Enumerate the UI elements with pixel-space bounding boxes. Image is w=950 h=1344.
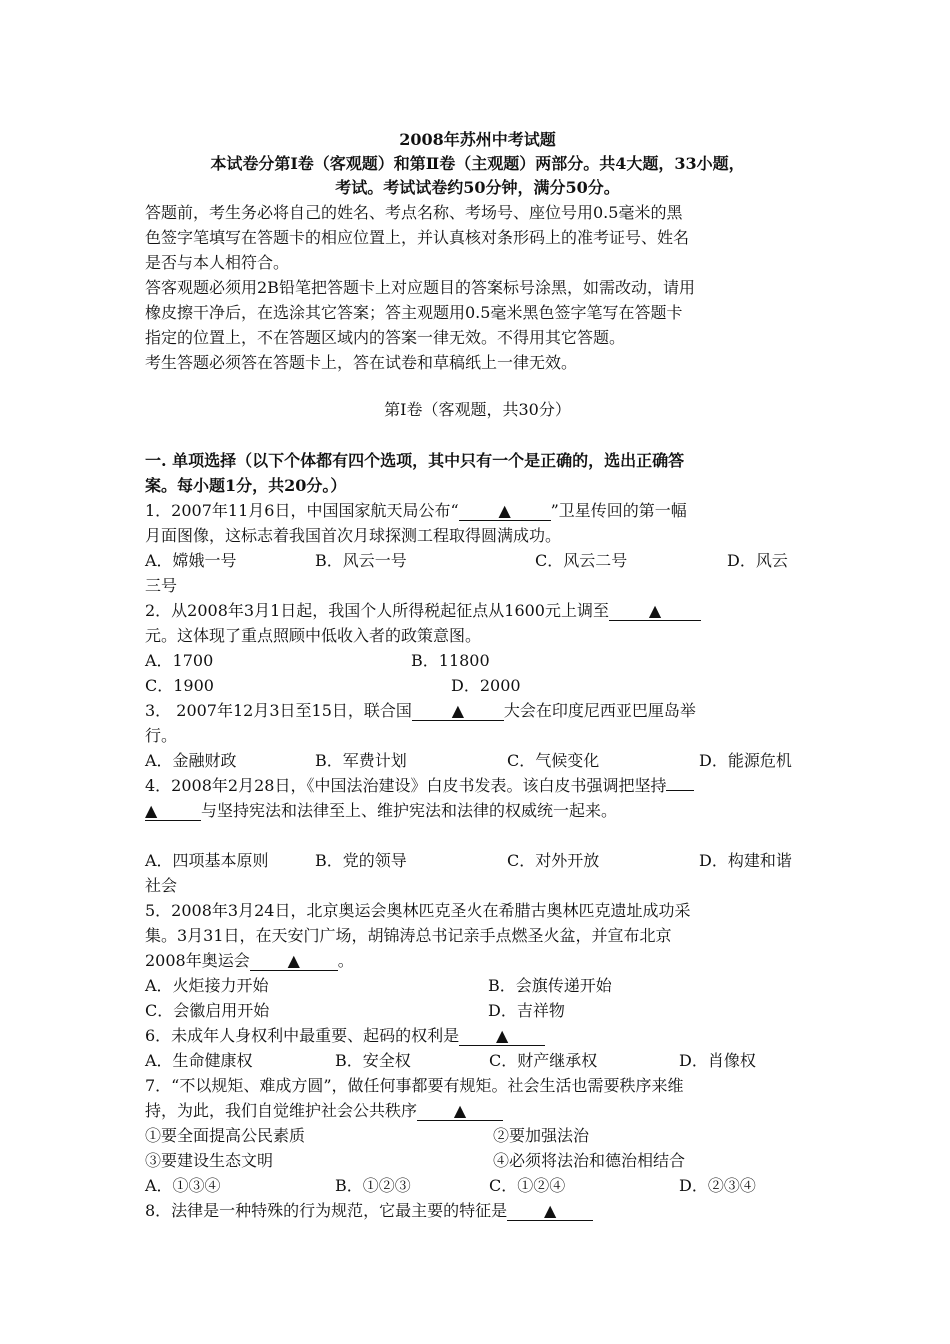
options-row	[145, 748, 810, 773]
question-text: 4．2008年2月28日，《中国法治建设》白皮书发表。该白皮书强调把坚持	[145, 776, 667, 795]
instruction-line: 指定的位置上，不在答题区域内的答案一律无效。不得用其它答题。	[145, 328, 626, 347]
question-text: 行。	[145, 726, 178, 745]
question-text: 持，为此，我们自觉维护社会公共秩序	[145, 1101, 418, 1120]
question-text: 2008年奥运会	[145, 951, 250, 970]
question-text: 月面图像，这标志着我国首次月球探测工程取得圆满成功。	[145, 526, 562, 545]
option-d-continued: 三号	[145, 576, 178, 595]
statement-item: ③要建设生态文明	[145, 1151, 274, 1170]
answer-blank: ▲	[459, 1027, 545, 1046]
answer-blank: ▲	[459, 502, 551, 521]
spacer	[145, 823, 810, 848]
option-b: B．会旗传递开始	[488, 976, 612, 995]
question-8	[145, 1198, 810, 1223]
answer-blank-part	[666, 790, 694, 791]
question-text: 集。3月31日，在天安门广场，胡锦涛总书记亲手点燃圣火盆，并宣布北京	[145, 926, 672, 945]
answer-blank: ▲	[412, 702, 504, 721]
option-c: C．会徽启用开始	[145, 1001, 270, 1020]
option-d: D．风云	[727, 551, 788, 570]
option-b: B．军费计划	[315, 751, 407, 770]
option-b: B．党的领导	[315, 851, 407, 870]
options-row	[145, 648, 810, 673]
question-text: 7．“不以规矩、难成方圆”，做任何事都要有规矩。社会生活也需要秩序来维	[145, 1076, 684, 1095]
options-row	[145, 848, 810, 873]
question-text: 2．从2008年3月1日起，我国个人所得税起征点从1600元上调至	[145, 601, 609, 620]
exam-page	[145, 128, 810, 1223]
question-5	[145, 898, 810, 1023]
option-a: A．火炬接力开始	[145, 976, 269, 995]
option-d-continued: 社会	[145, 876, 178, 895]
section-title: 第Ⅰ卷（客观题，共30分）	[384, 400, 571, 419]
option-d: D．吉祥物	[488, 1001, 565, 1020]
option-a: A．生命健康权	[145, 1051, 253, 1070]
instruction-line: 是否与本人相符合。	[145, 253, 290, 272]
question-text: 。	[337, 951, 354, 970]
option-c: C．气候变化	[507, 751, 600, 770]
instruction-line: 答题前，考生务必将自己的姓名、考点名称、考场号、座位号用0.5毫米的黑	[145, 203, 683, 222]
statement-item: ①要全面提高公民素质	[145, 1126, 306, 1145]
question-7	[145, 1073, 810, 1198]
option-c: C．1900	[145, 676, 214, 695]
answer-blank: ▲	[145, 802, 201, 821]
instruction-line: 考生答题必须答在答题卡上，答在试卷和草稿纸上一律无效。	[145, 353, 578, 372]
question-3	[145, 698, 810, 773]
question-4	[145, 773, 810, 898]
options-row	[145, 1173, 810, 1198]
option-d: D．肖像权	[679, 1051, 756, 1070]
option-c: C．①②④	[489, 1176, 566, 1195]
options-row	[145, 548, 810, 573]
option-b: B．11800	[411, 651, 490, 670]
statement-item: ②要加强法治	[493, 1126, 590, 1145]
subtitle-line: 本试卷分第Ⅰ卷（客观题）和第Ⅱ卷（主观题）两部分。共4大题，33小题，	[210, 154, 745, 173]
option-c: C．风云二号	[535, 551, 628, 570]
instruction-line: 色签字笔填写在答题卡的相应位置上，并认真核对条形码上的准考证号、姓名	[145, 228, 690, 247]
option-b: B．风云一号	[315, 551, 407, 570]
options-row	[145, 1048, 810, 1073]
part-heading: 案。每小题1分，共20分。）	[145, 476, 347, 495]
answer-blank: ▲	[250, 952, 338, 971]
answer-blank: ▲	[507, 1202, 593, 1221]
question-text: 6．未成年人身权利中最重要、起码的权利是	[145, 1026, 460, 1045]
instruction-line: 答客观题必须用2B铅笔把答题卡上对应题目的答案标号涂黑，如需改动，请用	[145, 278, 695, 297]
statement-item: ④必须将法治和德治相结合	[493, 1151, 686, 1170]
question-text: 元。这体现了重点照顾中低收入者的政策意图。	[145, 626, 482, 645]
option-d: D．②③④	[679, 1176, 756, 1195]
option-d: D．能源危机	[699, 751, 792, 770]
question-6	[145, 1023, 810, 1073]
question-text: 大会在印度尼西亚巴厘岛举	[503, 701, 696, 720]
option-b: B．安全权	[335, 1051, 411, 1070]
option-a: A．1700	[145, 651, 214, 670]
option-a: A．金融财政	[145, 751, 237, 770]
option-c: C．对外开放	[507, 851, 600, 870]
statements-row	[145, 1148, 810, 1173]
option-d: D．2000	[451, 676, 521, 695]
options-row	[145, 673, 810, 698]
answer-blank: ▲	[609, 602, 701, 621]
instructions	[145, 200, 810, 375]
part-heading: 一. 单项选择（以下个体都有四个选项，其中只有一个是正确的，选出正确答	[145, 451, 685, 470]
instruction-line: 橡皮擦干净后，在选涂其它答案；答主观题用0.5毫米黑色签字笔写在答题卡	[145, 303, 683, 322]
option-c: C．财产继承权	[489, 1051, 598, 1070]
question-text: 5．2008年3月24日，北京奥运会奥林匹克圣火在希腊古奥林匹克遗址成功采	[145, 901, 691, 920]
question-text: 8．法律是一种特殊的行为规范，它最主要的特征是	[145, 1201, 508, 1220]
option-b: B．①②③	[335, 1176, 411, 1195]
question-text: 与坚持宪法和法律至上、维护宪法和法律的权威统一起来。	[201, 801, 618, 820]
statements-row	[145, 1123, 810, 1148]
subtitle-line: 考试。考试试卷约50分钟，满分50分。	[335, 178, 620, 197]
option-d: D．构建和谐	[699, 851, 792, 870]
question-2	[145, 598, 810, 698]
options-row	[145, 973, 810, 998]
question-1	[145, 498, 810, 598]
options-row	[145, 998, 810, 1023]
answer-blank: ▲	[417, 1102, 503, 1121]
question-text: 3． 2007年12月3日至15日，联合国	[145, 701, 412, 720]
option-a: A．①③④	[145, 1176, 221, 1195]
option-a: A．四项基本原则	[145, 851, 269, 870]
question-text: ”卫星传回的第一幅	[550, 501, 687, 520]
question-text: 1．2007年11月6日，中国国家航天局公布“	[145, 501, 459, 520]
option-a: A．嫦娥一号	[145, 551, 237, 570]
page-title: 2008年苏州中考试题	[399, 130, 556, 149]
